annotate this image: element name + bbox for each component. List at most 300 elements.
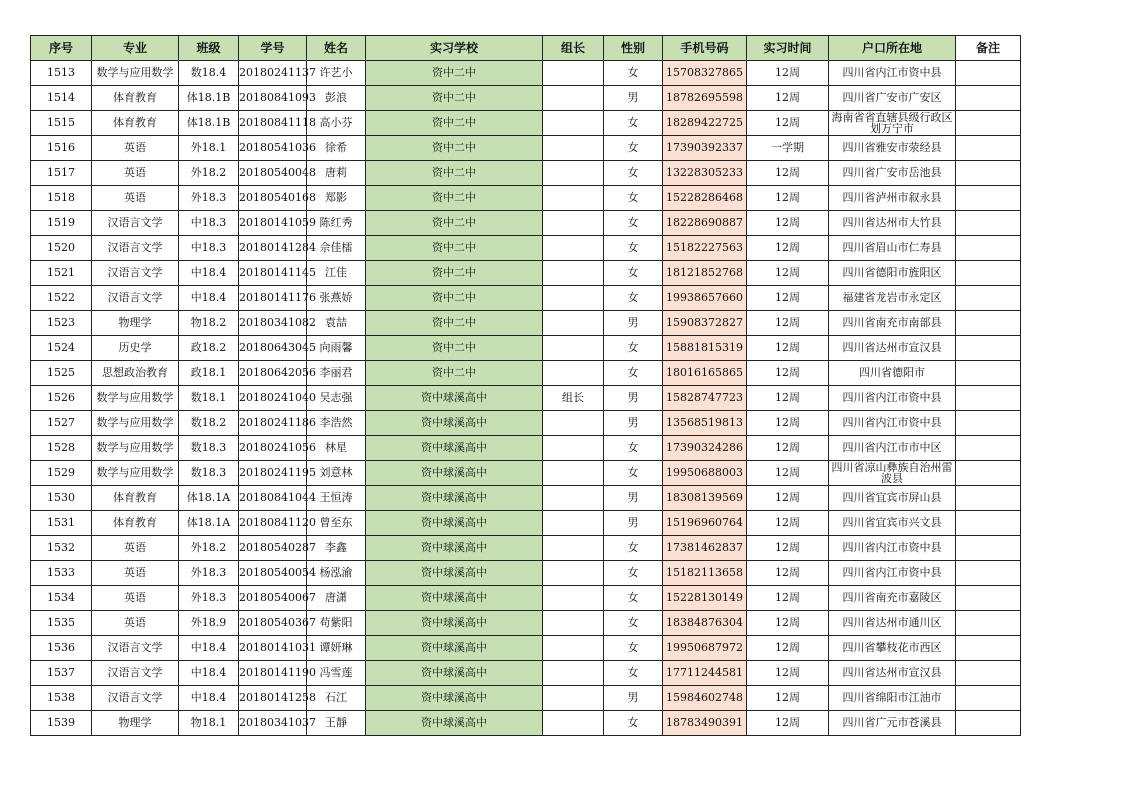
- student-id-cell[interactable]: 20180241040: [239, 386, 307, 411]
- remarks-cell[interactable]: [956, 411, 1021, 436]
- phone-cell[interactable]: 17390392337: [663, 136, 747, 161]
- gender-cell[interactable]: 女: [604, 461, 663, 486]
- leader-cell[interactable]: [543, 261, 604, 286]
- gender-cell[interactable]: 女: [604, 586, 663, 611]
- seq-cell[interactable]: 1513: [31, 61, 92, 86]
- seq-cell[interactable]: 1520: [31, 236, 92, 261]
- hukou-cell[interactable]: 四川省德阳市旌阳区: [829, 261, 956, 286]
- phone-cell[interactable]: 18308139569: [663, 486, 747, 511]
- school-cell[interactable]: 资中球溪高中: [366, 661, 543, 686]
- gender-cell[interactable]: 女: [604, 561, 663, 586]
- hukou-cell[interactable]: 海南省省直辖县级行政区划万宁市: [829, 111, 956, 136]
- class-cell[interactable]: 外18.1: [179, 136, 239, 161]
- remarks-cell[interactable]: [956, 711, 1021, 736]
- duration-cell[interactable]: 12周: [747, 511, 829, 536]
- header-remarks[interactable]: 备注: [956, 36, 1021, 61]
- seq-cell[interactable]: 1517: [31, 161, 92, 186]
- duration-cell[interactable]: 12周: [747, 486, 829, 511]
- hukou-cell[interactable]: 四川省内江市市中区: [829, 436, 956, 461]
- seq-cell[interactable]: 1524: [31, 336, 92, 361]
- leader-cell[interactable]: [543, 86, 604, 111]
- major-cell[interactable]: 汉语言文学: [92, 236, 179, 261]
- seq-cell[interactable]: 1522: [31, 286, 92, 311]
- gender-cell[interactable]: 男: [604, 486, 663, 511]
- name-cell[interactable]: 袁喆: [307, 311, 366, 336]
- name-cell[interactable]: 杨泓渝: [307, 561, 366, 586]
- remarks-cell[interactable]: [956, 161, 1021, 186]
- student-id-cell[interactable]: 20180341037: [239, 711, 307, 736]
- duration-cell[interactable]: 12周: [747, 586, 829, 611]
- phone-cell[interactable]: 15228130149: [663, 586, 747, 611]
- name-cell[interactable]: 谭妍琳: [307, 636, 366, 661]
- remarks-cell[interactable]: [956, 261, 1021, 286]
- student-id-cell[interactable]: 20180841093: [239, 86, 307, 111]
- phone-cell[interactable]: 17381462837: [663, 536, 747, 561]
- name-cell[interactable]: 石江: [307, 686, 366, 711]
- hukou-cell[interactable]: 四川省达州市大竹县: [829, 211, 956, 236]
- student-id-cell[interactable]: 20180540287: [239, 536, 307, 561]
- phone-cell[interactable]: 15984602748: [663, 686, 747, 711]
- school-cell[interactable]: 资中二中: [366, 336, 543, 361]
- student-id-cell[interactable]: 20180141176: [239, 286, 307, 311]
- remarks-cell[interactable]: [956, 661, 1021, 686]
- major-cell[interactable]: 汉语言文学: [92, 636, 179, 661]
- school-cell[interactable]: 资中二中: [366, 186, 543, 211]
- gender-cell[interactable]: 女: [604, 111, 663, 136]
- header-duration[interactable]: 实习时间: [747, 36, 829, 61]
- major-cell[interactable]: 历史学: [92, 336, 179, 361]
- class-cell[interactable]: 数18.1: [179, 386, 239, 411]
- phone-cell[interactable]: 18121852768: [663, 261, 747, 286]
- seq-cell[interactable]: 1536: [31, 636, 92, 661]
- remarks-cell[interactable]: [956, 286, 1021, 311]
- duration-cell[interactable]: 12周: [747, 161, 829, 186]
- student-id-cell[interactable]: 20180141284: [239, 236, 307, 261]
- remarks-cell[interactable]: [956, 61, 1021, 86]
- school-cell[interactable]: 资中二中: [366, 286, 543, 311]
- seq-cell[interactable]: 1514: [31, 86, 92, 111]
- gender-cell[interactable]: 女: [604, 186, 663, 211]
- phone-cell[interactable]: 15182227563: [663, 236, 747, 261]
- student-id-cell[interactable]: 20180841118: [239, 111, 307, 136]
- remarks-cell[interactable]: [956, 211, 1021, 236]
- phone-cell[interactable]: 15196960764: [663, 511, 747, 536]
- student-id-cell[interactable]: 20180141190: [239, 661, 307, 686]
- name-cell[interactable]: 王恒涛: [307, 486, 366, 511]
- phone-cell[interactable]: 19938657660: [663, 286, 747, 311]
- hukou-cell[interactable]: 四川省广元市苍溪县: [829, 711, 956, 736]
- remarks-cell[interactable]: [956, 186, 1021, 211]
- seq-cell[interactable]: 1523: [31, 311, 92, 336]
- phone-cell[interactable]: 15708327865: [663, 61, 747, 86]
- seq-cell[interactable]: 1515: [31, 111, 92, 136]
- gender-cell[interactable]: 女: [604, 336, 663, 361]
- duration-cell[interactable]: 12周: [747, 361, 829, 386]
- phone-cell[interactable]: 13228305233: [663, 161, 747, 186]
- remarks-cell[interactable]: [956, 686, 1021, 711]
- student-id-cell[interactable]: 20180141031: [239, 636, 307, 661]
- student-id-cell[interactable]: 20180141258: [239, 686, 307, 711]
- student-id-cell[interactable]: 20180540067: [239, 586, 307, 611]
- seq-cell[interactable]: 1521: [31, 261, 92, 286]
- name-cell[interactable]: 吴志强: [307, 386, 366, 411]
- phone-cell[interactable]: 15228286468: [663, 186, 747, 211]
- name-cell[interactable]: 彭浪: [307, 86, 366, 111]
- gender-cell[interactable]: 女: [604, 361, 663, 386]
- phone-cell[interactable]: 17390324286: [663, 436, 747, 461]
- remarks-cell[interactable]: [956, 486, 1021, 511]
- major-cell[interactable]: 数学与应用数学: [92, 61, 179, 86]
- header-student-id[interactable]: 学号: [239, 36, 307, 61]
- header-leader[interactable]: 组长: [543, 36, 604, 61]
- school-cell[interactable]: 资中球溪高中: [366, 436, 543, 461]
- gender-cell[interactable]: 女: [604, 61, 663, 86]
- leader-cell[interactable]: [543, 211, 604, 236]
- school-cell[interactable]: 资中球溪高中: [366, 586, 543, 611]
- seq-cell[interactable]: 1538: [31, 686, 92, 711]
- gender-cell[interactable]: 女: [604, 211, 663, 236]
- duration-cell[interactable]: 12周: [747, 236, 829, 261]
- gender-cell[interactable]: 男: [604, 311, 663, 336]
- class-cell[interactable]: 体18.1A: [179, 511, 239, 536]
- phone-cell[interactable]: 18016165865: [663, 361, 747, 386]
- remarks-cell[interactable]: [956, 336, 1021, 361]
- phone-cell[interactable]: 15881815319: [663, 336, 747, 361]
- seq-cell[interactable]: 1535: [31, 611, 92, 636]
- class-cell[interactable]: 外18.3: [179, 586, 239, 611]
- name-cell[interactable]: 林星: [307, 436, 366, 461]
- seq-cell[interactable]: 1531: [31, 511, 92, 536]
- name-cell[interactable]: 刘意林: [307, 461, 366, 486]
- school-cell[interactable]: 资中球溪高中: [366, 386, 543, 411]
- leader-cell[interactable]: [543, 411, 604, 436]
- class-cell[interactable]: 中18.4: [179, 661, 239, 686]
- seq-cell[interactable]: 1525: [31, 361, 92, 386]
- school-cell[interactable]: 资中球溪高中: [366, 486, 543, 511]
- class-cell[interactable]: 中18.4: [179, 286, 239, 311]
- major-cell[interactable]: 物理学: [92, 311, 179, 336]
- hukou-cell[interactable]: 四川省达州市宣汉县: [829, 661, 956, 686]
- duration-cell[interactable]: 一学期: [747, 136, 829, 161]
- duration-cell[interactable]: 12周: [747, 711, 829, 736]
- seq-cell[interactable]: 1534: [31, 586, 92, 611]
- student-id-cell[interactable]: 20180540054: [239, 561, 307, 586]
- school-cell[interactable]: 资中球溪高中: [366, 511, 543, 536]
- school-cell[interactable]: 资中二中: [366, 311, 543, 336]
- school-cell[interactable]: 资中二中: [366, 161, 543, 186]
- seq-cell[interactable]: 1519: [31, 211, 92, 236]
- leader-cell[interactable]: [543, 711, 604, 736]
- hukou-cell[interactable]: 四川省广安市广安区: [829, 86, 956, 111]
- student-id-cell[interactable]: 20180341082: [239, 311, 307, 336]
- major-cell[interactable]: 汉语言文学: [92, 286, 179, 311]
- gender-cell[interactable]: 男: [604, 411, 663, 436]
- major-cell[interactable]: 体育教育: [92, 86, 179, 111]
- seq-cell[interactable]: 1533: [31, 561, 92, 586]
- class-cell[interactable]: 中18.4: [179, 636, 239, 661]
- school-cell[interactable]: 资中球溪高中: [366, 636, 543, 661]
- leader-cell[interactable]: [543, 311, 604, 336]
- hukou-cell[interactable]: 四川省凉山彝族自治州雷波县: [829, 461, 956, 486]
- remarks-cell[interactable]: [956, 561, 1021, 586]
- name-cell[interactable]: 陈红秀: [307, 211, 366, 236]
- gender-cell[interactable]: 女: [604, 536, 663, 561]
- leader-cell[interactable]: [543, 661, 604, 686]
- gender-cell[interactable]: 女: [604, 161, 663, 186]
- name-cell[interactable]: 李鑫: [307, 536, 366, 561]
- phone-cell[interactable]: 18783490391: [663, 711, 747, 736]
- major-cell[interactable]: 英语: [92, 611, 179, 636]
- major-cell[interactable]: 体育教育: [92, 111, 179, 136]
- major-cell[interactable]: 汉语言文学: [92, 686, 179, 711]
- class-cell[interactable]: 政18.1: [179, 361, 239, 386]
- leader-cell[interactable]: [543, 61, 604, 86]
- major-cell[interactable]: 汉语言文学: [92, 661, 179, 686]
- class-cell[interactable]: 外18.2: [179, 536, 239, 561]
- gender-cell[interactable]: 男: [604, 686, 663, 711]
- school-cell[interactable]: 资中球溪高中: [366, 611, 543, 636]
- header-hukou[interactable]: 户口所在地: [829, 36, 956, 61]
- gender-cell[interactable]: 男: [604, 86, 663, 111]
- leader-cell[interactable]: 组长: [543, 386, 604, 411]
- class-cell[interactable]: 数18.3: [179, 461, 239, 486]
- name-cell[interactable]: 江佳: [307, 261, 366, 286]
- leader-cell[interactable]: [543, 686, 604, 711]
- major-cell[interactable]: 数学与应用数学: [92, 436, 179, 461]
- phone-cell[interactable]: 18228690887: [663, 211, 747, 236]
- remarks-cell[interactable]: [956, 461, 1021, 486]
- school-cell[interactable]: 资中二中: [366, 111, 543, 136]
- leader-cell[interactable]: [543, 186, 604, 211]
- seq-cell[interactable]: 1528: [31, 436, 92, 461]
- class-cell[interactable]: 体18.1B: [179, 111, 239, 136]
- student-id-cell[interactable]: 20180141145: [239, 261, 307, 286]
- gender-cell[interactable]: 女: [604, 611, 663, 636]
- seq-cell[interactable]: 1518: [31, 186, 92, 211]
- duration-cell[interactable]: 12周: [747, 186, 829, 211]
- gender-cell[interactable]: 女: [604, 286, 663, 311]
- name-cell[interactable]: 向雨馨: [307, 336, 366, 361]
- name-cell[interactable]: 苟紫阳: [307, 611, 366, 636]
- leader-cell[interactable]: [543, 361, 604, 386]
- phone-cell[interactable]: 18384876304: [663, 611, 747, 636]
- duration-cell[interactable]: 12周: [747, 261, 829, 286]
- major-cell[interactable]: 英语: [92, 186, 179, 211]
- hukou-cell[interactable]: 四川省泸州市叙永县: [829, 186, 956, 211]
- seq-cell[interactable]: 1530: [31, 486, 92, 511]
- name-cell[interactable]: 佘佳檑: [307, 236, 366, 261]
- class-cell[interactable]: 体18.1A: [179, 486, 239, 511]
- remarks-cell[interactable]: [956, 361, 1021, 386]
- major-cell[interactable]: 英语: [92, 161, 179, 186]
- student-id-cell[interactable]: 20180241137: [239, 61, 307, 86]
- gender-cell[interactable]: 男: [604, 386, 663, 411]
- duration-cell[interactable]: 12周: [747, 611, 829, 636]
- name-cell[interactable]: 郑影: [307, 186, 366, 211]
- student-id-cell[interactable]: 20180540048: [239, 161, 307, 186]
- remarks-cell[interactable]: [956, 86, 1021, 111]
- student-id-cell[interactable]: 20180541036: [239, 136, 307, 161]
- leader-cell[interactable]: [543, 436, 604, 461]
- duration-cell[interactable]: 12周: [747, 386, 829, 411]
- school-cell[interactable]: 资中球溪高中: [366, 561, 543, 586]
- leader-cell[interactable]: [543, 336, 604, 361]
- name-cell[interactable]: 许艺小: [307, 61, 366, 86]
- duration-cell[interactable]: 12周: [747, 411, 829, 436]
- hukou-cell[interactable]: 四川省广安市岳池县: [829, 161, 956, 186]
- hukou-cell[interactable]: 四川省眉山市仁寿县: [829, 236, 956, 261]
- header-seq[interactable]: 序号: [31, 36, 92, 61]
- leader-cell[interactable]: [543, 536, 604, 561]
- phone-cell[interactable]: 19950687972: [663, 636, 747, 661]
- duration-cell[interactable]: 12周: [747, 561, 829, 586]
- school-cell[interactable]: 资中二中: [366, 261, 543, 286]
- gender-cell[interactable]: 女: [604, 711, 663, 736]
- leader-cell[interactable]: [543, 286, 604, 311]
- student-id-cell[interactable]: 20180643045: [239, 336, 307, 361]
- header-class[interactable]: 班级: [179, 36, 239, 61]
- remarks-cell[interactable]: [956, 611, 1021, 636]
- hukou-cell[interactable]: 四川省内江市资中县: [829, 61, 956, 86]
- duration-cell[interactable]: 12周: [747, 536, 829, 561]
- student-id-cell[interactable]: 20180241056: [239, 436, 307, 461]
- phone-cell[interactable]: 19950688003: [663, 461, 747, 486]
- remarks-cell[interactable]: [956, 636, 1021, 661]
- hukou-cell[interactable]: 四川省达州市宣汉县: [829, 336, 956, 361]
- header-gender[interactable]: 性别: [604, 36, 663, 61]
- school-cell[interactable]: 资中球溪高中: [366, 411, 543, 436]
- hukou-cell[interactable]: 四川省绵阳市江油市: [829, 686, 956, 711]
- student-id-cell[interactable]: 20180141059: [239, 211, 307, 236]
- major-cell[interactable]: 体育教育: [92, 511, 179, 536]
- student-id-cell[interactable]: 20180841120: [239, 511, 307, 536]
- duration-cell[interactable]: 12周: [747, 286, 829, 311]
- school-cell[interactable]: 资中球溪高中: [366, 686, 543, 711]
- remarks-cell[interactable]: [956, 311, 1021, 336]
- school-cell[interactable]: 资中球溪高中: [366, 711, 543, 736]
- header-phone[interactable]: 手机号码: [663, 36, 747, 61]
- school-cell[interactable]: 资中二中: [366, 236, 543, 261]
- major-cell[interactable]: 数学与应用数学: [92, 411, 179, 436]
- hukou-cell[interactable]: 福建省龙岩市永定区: [829, 286, 956, 311]
- remarks-cell[interactable]: [956, 586, 1021, 611]
- name-cell[interactable]: 唐潇: [307, 586, 366, 611]
- name-cell[interactable]: 李浩然: [307, 411, 366, 436]
- class-cell[interactable]: 政18.2: [179, 336, 239, 361]
- student-id-cell[interactable]: 20180241186: [239, 411, 307, 436]
- duration-cell[interactable]: 12周: [747, 686, 829, 711]
- seq-cell[interactable]: 1527: [31, 411, 92, 436]
- phone-cell[interactable]: 15828747723: [663, 386, 747, 411]
- seq-cell[interactable]: 1537: [31, 661, 92, 686]
- class-cell[interactable]: 数18.2: [179, 411, 239, 436]
- duration-cell[interactable]: 12周: [747, 636, 829, 661]
- major-cell[interactable]: 汉语言文学: [92, 211, 179, 236]
- name-cell[interactable]: 冯雪莲: [307, 661, 366, 686]
- class-cell[interactable]: 外18.3: [179, 186, 239, 211]
- name-cell[interactable]: 高小芬: [307, 111, 366, 136]
- remarks-cell[interactable]: [956, 436, 1021, 461]
- hukou-cell[interactable]: 四川省达州市通川区: [829, 611, 956, 636]
- school-cell[interactable]: 资中二中: [366, 361, 543, 386]
- major-cell[interactable]: 英语: [92, 586, 179, 611]
- phone-cell[interactable]: 15908372827: [663, 311, 747, 336]
- gender-cell[interactable]: 女: [604, 436, 663, 461]
- duration-cell[interactable]: 12周: [747, 111, 829, 136]
- leader-cell[interactable]: [543, 611, 604, 636]
- class-cell[interactable]: 物18.2: [179, 311, 239, 336]
- school-cell[interactable]: 资中球溪高中: [366, 536, 543, 561]
- header-school[interactable]: 实习学校: [366, 36, 543, 61]
- class-cell[interactable]: 外18.3: [179, 561, 239, 586]
- seq-cell[interactable]: 1526: [31, 386, 92, 411]
- gender-cell[interactable]: 男: [604, 511, 663, 536]
- hukou-cell[interactable]: 四川省内江市资中县: [829, 411, 956, 436]
- leader-cell[interactable]: [543, 636, 604, 661]
- class-cell[interactable]: 中18.4: [179, 261, 239, 286]
- seq-cell[interactable]: 1529: [31, 461, 92, 486]
- hukou-cell[interactable]: 四川省雅安市荥经县: [829, 136, 956, 161]
- student-id-cell[interactable]: 20180241195: [239, 461, 307, 486]
- leader-cell[interactable]: [543, 561, 604, 586]
- student-id-cell[interactable]: 20180642056: [239, 361, 307, 386]
- duration-cell[interactable]: 12周: [747, 461, 829, 486]
- hukou-cell[interactable]: 四川省内江市资中县: [829, 386, 956, 411]
- class-cell[interactable]: 物18.1: [179, 711, 239, 736]
- phone-cell[interactable]: 18782695598: [663, 86, 747, 111]
- hukou-cell[interactable]: 四川省攀枝花市西区: [829, 636, 956, 661]
- student-id-cell[interactable]: 20180540168: [239, 186, 307, 211]
- school-cell[interactable]: 资中二中: [366, 86, 543, 111]
- leader-cell[interactable]: [543, 511, 604, 536]
- class-cell[interactable]: 数18.3: [179, 436, 239, 461]
- leader-cell[interactable]: [543, 486, 604, 511]
- leader-cell[interactable]: [543, 136, 604, 161]
- school-cell[interactable]: 资中球溪高中: [366, 461, 543, 486]
- gender-cell[interactable]: 女: [604, 261, 663, 286]
- school-cell[interactable]: 资中二中: [366, 136, 543, 161]
- hukou-cell[interactable]: 四川省南充市嘉陵区: [829, 586, 956, 611]
- duration-cell[interactable]: 12周: [747, 336, 829, 361]
- major-cell[interactable]: 数学与应用数学: [92, 386, 179, 411]
- remarks-cell[interactable]: [956, 386, 1021, 411]
- name-cell[interactable]: 张燕娇: [307, 286, 366, 311]
- hukou-cell[interactable]: 四川省宜宾市屏山县: [829, 486, 956, 511]
- header-name[interactable]: 姓名: [307, 36, 366, 61]
- name-cell[interactable]: 王靜: [307, 711, 366, 736]
- remarks-cell[interactable]: [956, 111, 1021, 136]
- major-cell[interactable]: 思想政治教育: [92, 361, 179, 386]
- major-cell[interactable]: 英语: [92, 136, 179, 161]
- student-id-cell[interactable]: 20180841044: [239, 486, 307, 511]
- class-cell[interactable]: 中18.3: [179, 236, 239, 261]
- phone-cell[interactable]: 15182113658: [663, 561, 747, 586]
- class-cell[interactable]: 外18.2: [179, 161, 239, 186]
- name-cell[interactable]: 唐莉: [307, 161, 366, 186]
- remarks-cell[interactable]: [956, 236, 1021, 261]
- hukou-cell[interactable]: 四川省德阳市: [829, 361, 956, 386]
- remarks-cell[interactable]: [956, 536, 1021, 561]
- seq-cell[interactable]: 1516: [31, 136, 92, 161]
- leader-cell[interactable]: [543, 586, 604, 611]
- remarks-cell[interactable]: [956, 511, 1021, 536]
- gender-cell[interactable]: 女: [604, 136, 663, 161]
- major-cell[interactable]: 汉语言文学: [92, 261, 179, 286]
- duration-cell[interactable]: 12周: [747, 86, 829, 111]
- name-cell[interactable]: 徐希: [307, 136, 366, 161]
- class-cell[interactable]: 数18.4: [179, 61, 239, 86]
- remarks-cell[interactable]: [956, 136, 1021, 161]
